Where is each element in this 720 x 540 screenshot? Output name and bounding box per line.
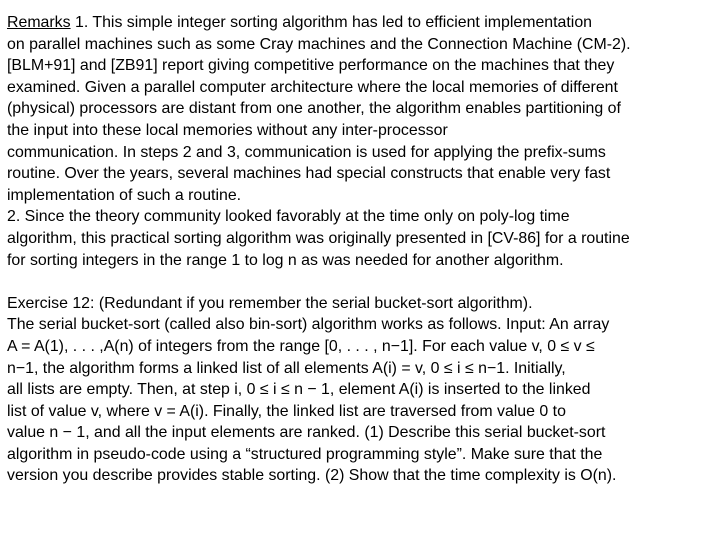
remarks-line: algorithm, this practical sorting algorithm was originally presented in [CV-86] for a routine	[7, 229, 630, 247]
remarks-line: 2. Since the theory community looked favorably at the time only on poly-log time	[7, 208, 570, 226]
exercise-line: version you describe provides stable sorting. (2) Show that the time complexity is O(n).	[7, 467, 617, 485]
exercise-line: value n − 1, and all the input elements are ranked. (1) Describe this serial bucket-sort	[7, 424, 606, 442]
exercise-heading: Exercise 12: (Redundant if you remember the serial bucket-sort algorithm).	[7, 294, 533, 312]
remarks-line: [BLM+91] and [ZB91] report giving competitive performance on the machines that they	[7, 57, 615, 75]
remarks-line: for sorting integers in the range 1 to log n as was needed for another algorithm.	[7, 251, 564, 269]
remarks-line: implementation of such a routine.	[7, 186, 242, 204]
remarks-line: routine. Over the years, several machines had special constructs that enable very fast	[7, 165, 611, 183]
remarks-line: examined. Given a parallel computer architecture where the local memories of different	[7, 78, 618, 96]
remarks-heading: Remarks	[7, 14, 71, 31]
remarks-line: the input into these local memories without any inter-processor	[7, 121, 448, 139]
remarks-line: on parallel machines such as some Cray machines and the Connection Machine (CM-2).	[7, 35, 631, 53]
remarks-line: (physical) processors are distant from one another, the algorithm enables partitioning of	[7, 100, 621, 118]
exercise-line: A = A(1), . . . ,A(n) of integers from the range [0, . . . , n−1]. For each value v, 0 ≤ v ≤	[7, 337, 595, 355]
exercise-line: n−1, the algorithm forms a linked list of all elements A(i) = v, 0 ≤ i ≤ n−1. Initially,	[7, 359, 566, 377]
document-page	[7, 12, 719, 487]
exercise-line: list of value v, where v = A(i). Finally, the linked list are traversed from value 0 to	[7, 402, 566, 420]
remarks-line: communication. In steps 2 and 3, communication is used for applying the prefix-sums	[7, 143, 606, 161]
exercise-line: all lists are empty. Then, at step i, 0 ≤ i ≤ n − 1, element A(i) is inserted to the linked	[7, 381, 591, 399]
remarks-line	[7, 12, 719, 34]
remarks-text: 1. This simple integer sorting algorithm has led to efficient implementation	[70, 14, 592, 31]
exercise-line: algorithm in pseudo-code using a “structured programming style”. Make sure that the	[7, 445, 603, 463]
paragraph-gap	[7, 271, 719, 293]
exercise-line: The serial bucket-sort (called also bin-sort) algorithm works as follows. Input: An array	[7, 316, 610, 334]
